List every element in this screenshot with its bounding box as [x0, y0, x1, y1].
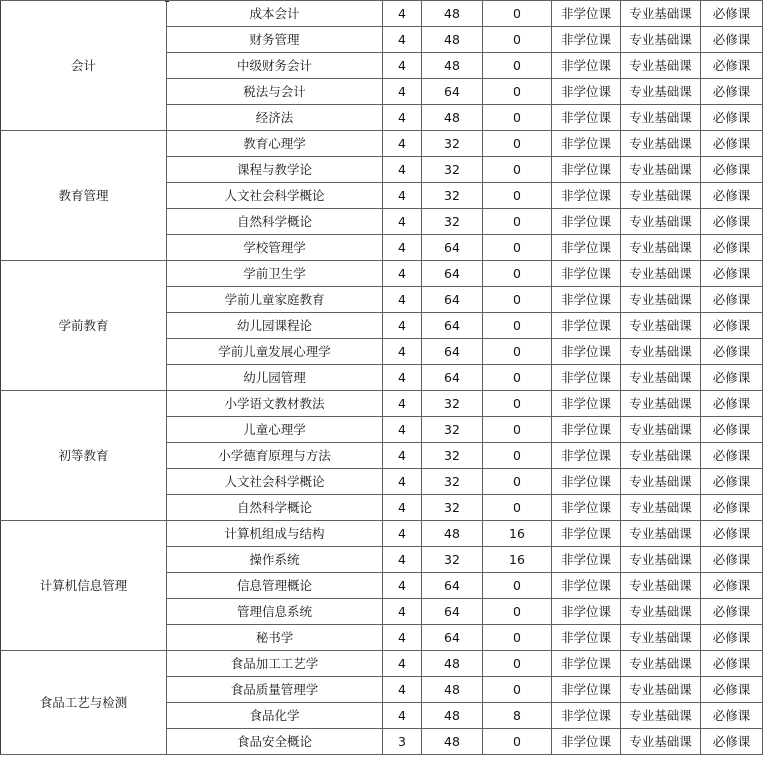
credits-cell[interactable]: 4 [383, 391, 422, 417]
required-type-cell[interactable]: 必修课 [701, 625, 763, 651]
credits-cell[interactable]: 4 [383, 235, 422, 261]
table-row [1, 131, 763, 157]
course-category-cell[interactable]: 专业基础课 [621, 521, 701, 547]
degree-type-cell[interactable]: 非学位课 [552, 183, 621, 209]
course-name-cell[interactable]: 学校管理学 [167, 235, 383, 261]
hours-cell[interactable]: 64 [422, 339, 483, 365]
degree-type-cell[interactable]: 非学位课 [552, 651, 621, 677]
course-category-cell[interactable]: 专业基础课 [621, 339, 701, 365]
credits-cell[interactable]: 4 [383, 495, 422, 521]
degree-type-cell[interactable]: 非学位课 [552, 1, 621, 27]
hours-cell[interactable]: 48 [422, 703, 483, 729]
hours-cell[interactable]: 64 [422, 625, 483, 651]
degree-type-cell[interactable]: 非学位课 [552, 521, 621, 547]
course-name-cell[interactable]: 中级财务会计 [167, 53, 383, 79]
course-category-cell[interactable]: 专业基础课 [621, 547, 701, 573]
hours-cell[interactable]: 32 [422, 157, 483, 183]
credits-cell[interactable]: 4 [383, 625, 422, 651]
major-cell[interactable]: 计算机信息管理 [1, 521, 167, 651]
course-category-cell[interactable]: 专业基础课 [621, 131, 701, 157]
required-type-cell[interactable]: 必修课 [701, 391, 763, 417]
degree-type-cell[interactable]: 非学位课 [552, 261, 621, 287]
practice-hours-cell[interactable]: 0 [483, 131, 552, 157]
practice-hours-cell[interactable]: 8 [483, 703, 552, 729]
practice-hours-cell[interactable]: 16 [483, 547, 552, 573]
hours-cell[interactable]: 32 [422, 209, 483, 235]
course-category-cell[interactable]: 专业基础课 [621, 1, 701, 27]
hours-cell[interactable]: 64 [422, 313, 483, 339]
course-category-cell[interactable]: 专业基础课 [621, 469, 701, 495]
course-category-cell[interactable]: 专业基础课 [621, 625, 701, 651]
practice-hours-cell[interactable]: 0 [483, 79, 552, 105]
credits-cell[interactable]: 4 [383, 209, 422, 235]
course-name-cell[interactable]: 儿童心理学 [167, 417, 383, 443]
hours-cell[interactable]: 32 [422, 547, 483, 573]
course-category-cell[interactable]: 专业基础课 [621, 105, 701, 131]
course-name-cell[interactable]: 教育心理学 [167, 131, 383, 157]
course-category-cell[interactable]: 专业基础课 [621, 235, 701, 261]
hours-cell[interactable]: 64 [422, 287, 483, 313]
required-type-cell[interactable]: 必修课 [701, 79, 763, 105]
hours-cell[interactable]: 48 [422, 105, 483, 131]
practice-hours-cell[interactable]: 0 [483, 365, 552, 391]
table-row [1, 651, 763, 677]
course-name-cell[interactable]: 计算机组成与结构 [167, 521, 383, 547]
table-row [1, 521, 763, 547]
table-row [1, 1, 763, 27]
practice-hours-cell[interactable]: 0 [483, 27, 552, 53]
practice-hours-cell[interactable]: 0 [483, 625, 552, 651]
table-row [1, 391, 763, 417]
degree-type-cell[interactable]: 非学位课 [552, 599, 621, 625]
credits-cell[interactable]: 4 [383, 79, 422, 105]
required-type-cell[interactable]: 必修课 [701, 521, 763, 547]
course-name-cell[interactable]: 自然科学概论 [167, 495, 383, 521]
credits-cell[interactable]: 4 [383, 131, 422, 157]
required-type-cell[interactable]: 必修课 [701, 27, 763, 53]
course-name-cell[interactable]: 课程与教学论 [167, 157, 383, 183]
required-type-cell[interactable]: 必修课 [701, 235, 763, 261]
degree-type-cell[interactable]: 非学位课 [552, 131, 621, 157]
required-type-cell[interactable]: 必修课 [701, 469, 763, 495]
course-category-cell[interactable]: 专业基础课 [621, 417, 701, 443]
credits-cell[interactable]: 4 [383, 261, 422, 287]
practice-hours-cell[interactable]: 0 [483, 313, 552, 339]
degree-type-cell[interactable]: 非学位课 [552, 391, 621, 417]
credits-cell[interactable]: 4 [383, 183, 422, 209]
course-category-cell[interactable]: 专业基础课 [621, 365, 701, 391]
required-type-cell[interactable]: 必修课 [701, 495, 763, 521]
degree-type-cell[interactable]: 非学位课 [552, 625, 621, 651]
course-name-cell[interactable]: 财务管理 [167, 27, 383, 53]
practice-hours-cell[interactable]: 0 [483, 417, 552, 443]
hours-cell[interactable]: 32 [422, 443, 483, 469]
course-category-cell[interactable]: 专业基础课 [621, 209, 701, 235]
hours-cell[interactable]: 64 [422, 365, 483, 391]
credits-cell[interactable]: 4 [383, 339, 422, 365]
practice-hours-cell[interactable]: 0 [483, 1, 552, 27]
credits-cell[interactable]: 4 [383, 287, 422, 313]
degree-type-cell[interactable]: 非学位课 [552, 547, 621, 573]
required-type-cell[interactable]: 必修课 [701, 313, 763, 339]
practice-hours-cell[interactable]: 0 [483, 391, 552, 417]
practice-hours-cell[interactable]: 0 [483, 105, 552, 131]
practice-hours-cell[interactable]: 0 [483, 53, 552, 79]
degree-type-cell[interactable]: 非学位课 [552, 235, 621, 261]
hours-cell[interactable]: 48 [422, 53, 483, 79]
credits-cell[interactable]: 4 [383, 365, 422, 391]
required-type-cell[interactable]: 必修课 [701, 131, 763, 157]
course-name-cell[interactable]: 人文社会科学概论 [167, 183, 383, 209]
course-name-cell[interactable]: 小学语文教材教法 [167, 391, 383, 417]
course-category-cell[interactable]: 专业基础课 [621, 651, 701, 677]
course-category-cell[interactable]: 专业基础课 [621, 183, 701, 209]
degree-type-cell[interactable]: 非学位课 [552, 157, 621, 183]
credits-cell[interactable]: 4 [383, 27, 422, 53]
credits-cell[interactable]: 4 [383, 157, 422, 183]
major-cell[interactable]: 教育管理 [1, 131, 167, 261]
required-type-cell[interactable]: 必修课 [701, 365, 763, 391]
course-category-cell[interactable]: 专业基础课 [621, 287, 701, 313]
degree-type-cell[interactable]: 非学位课 [552, 105, 621, 131]
hours-cell[interactable]: 48 [422, 521, 483, 547]
course-name-cell[interactable]: 信息管理概论 [167, 573, 383, 599]
course-name-cell[interactable]: 食品加工工艺学 [167, 651, 383, 677]
credits-cell[interactable]: 4 [383, 469, 422, 495]
practice-hours-cell[interactable]: 0 [483, 469, 552, 495]
practice-hours-cell[interactable]: 0 [483, 677, 552, 703]
degree-type-cell[interactable]: 非学位课 [552, 703, 621, 729]
course-name-cell[interactable]: 幼儿园课程论 [167, 313, 383, 339]
course-category-cell[interactable]: 专业基础课 [621, 261, 701, 287]
practice-hours-cell[interactable]: 0 [483, 651, 552, 677]
hours-cell[interactable]: 64 [422, 599, 483, 625]
required-type-cell[interactable]: 必修课 [701, 287, 763, 313]
hours-cell[interactable]: 48 [422, 677, 483, 703]
table-body [1, 1, 763, 755]
course-category-cell[interactable]: 专业基础课 [621, 495, 701, 521]
credits-cell[interactable]: 4 [383, 1, 422, 27]
degree-type-cell[interactable]: 非学位课 [552, 677, 621, 703]
course-name-cell[interactable]: 成本会计 [167, 1, 383, 27]
practice-hours-cell[interactable]: 0 [483, 729, 552, 755]
degree-type-cell[interactable]: 非学位课 [552, 287, 621, 313]
degree-type-cell[interactable]: 非学位课 [552, 365, 621, 391]
required-type-cell[interactable]: 必修课 [701, 53, 763, 79]
credits-cell[interactable]: 4 [383, 573, 422, 599]
credits-cell[interactable]: 4 [383, 313, 422, 339]
practice-hours-cell[interactable]: 0 [483, 235, 552, 261]
credits-cell[interactable]: 4 [383, 651, 422, 677]
course-category-cell[interactable]: 专业基础课 [621, 391, 701, 417]
practice-hours-cell[interactable]: 0 [483, 573, 552, 599]
credits-cell[interactable]: 3 [383, 729, 422, 755]
degree-type-cell[interactable]: 非学位课 [552, 53, 621, 79]
required-type-cell[interactable]: 必修课 [701, 183, 763, 209]
course-name-cell[interactable]: 税法与会计 [167, 79, 383, 105]
practice-hours-cell[interactable]: 0 [483, 261, 552, 287]
practice-hours-cell[interactable]: 0 [483, 183, 552, 209]
credits-cell[interactable]: 4 [383, 521, 422, 547]
required-type-cell[interactable]: 必修课 [701, 443, 763, 469]
practice-hours-cell[interactable]: 0 [483, 443, 552, 469]
course-name-cell[interactable]: 经济法 [167, 105, 383, 131]
credits-cell[interactable]: 4 [383, 547, 422, 573]
credits-cell[interactable]: 4 [383, 443, 422, 469]
degree-type-cell[interactable]: 非学位课 [552, 443, 621, 469]
practice-hours-cell[interactable]: 0 [483, 209, 552, 235]
course-name-cell[interactable]: 小学德育原理与方法 [167, 443, 383, 469]
course-category-cell[interactable]: 专业基础课 [621, 677, 701, 703]
required-type-cell[interactable]: 必修课 [701, 729, 763, 755]
credits-cell[interactable]: 4 [383, 105, 422, 131]
degree-type-cell[interactable]: 非学位课 [552, 417, 621, 443]
course-category-cell[interactable]: 专业基础课 [621, 599, 701, 625]
course-category-cell[interactable]: 专业基础课 [621, 573, 701, 599]
credits-cell[interactable]: 4 [383, 53, 422, 79]
required-type-cell[interactable]: 必修课 [701, 1, 763, 27]
major-cell[interactable]: 学前教育 [1, 261, 167, 391]
required-type-cell[interactable]: 必修课 [701, 677, 763, 703]
hours-cell[interactable]: 64 [422, 573, 483, 599]
hours-cell[interactable]: 48 [422, 27, 483, 53]
course-name-cell[interactable]: 食品化学 [167, 703, 383, 729]
practice-hours-cell[interactable]: 0 [483, 157, 552, 183]
course-name-cell[interactable]: 管理信息系统 [167, 599, 383, 625]
required-type-cell[interactable]: 必修课 [701, 157, 763, 183]
required-type-cell[interactable]: 必修课 [701, 339, 763, 365]
practice-hours-cell[interactable]: 0 [483, 339, 552, 365]
major-cell[interactable]: 食品工艺与检测 [1, 651, 167, 755]
degree-type-cell[interactable]: 非学位课 [552, 209, 621, 235]
degree-type-cell[interactable]: 非学位课 [552, 469, 621, 495]
course-name-cell[interactable]: 学前儿童家庭教育 [167, 287, 383, 313]
hours-cell[interactable]: 32 [422, 183, 483, 209]
required-type-cell[interactable]: 必修课 [701, 547, 763, 573]
required-type-cell[interactable]: 必修课 [701, 209, 763, 235]
required-type-cell[interactable]: 必修课 [701, 417, 763, 443]
hours-cell[interactable]: 32 [422, 417, 483, 443]
course-category-cell[interactable]: 专业基础课 [621, 443, 701, 469]
credits-cell[interactable]: 4 [383, 599, 422, 625]
hours-cell[interactable]: 48 [422, 651, 483, 677]
credits-cell[interactable]: 4 [383, 703, 422, 729]
degree-type-cell[interactable]: 非学位课 [552, 27, 621, 53]
table-row [1, 261, 763, 287]
degree-type-cell[interactable]: 非学位课 [552, 313, 621, 339]
course-category-cell[interactable]: 专业基础课 [621, 729, 701, 755]
required-type-cell[interactable]: 必修课 [701, 573, 763, 599]
course-category-cell[interactable]: 专业基础课 [621, 79, 701, 105]
major-cell[interactable]: 初等教育 [1, 391, 167, 521]
degree-type-cell[interactable]: 非学位课 [552, 339, 621, 365]
hours-cell[interactable]: 32 [422, 131, 483, 157]
course-name-cell[interactable]: 秘书学 [167, 625, 383, 651]
credits-cell[interactable]: 4 [383, 417, 422, 443]
practice-hours-cell[interactable]: 16 [483, 521, 552, 547]
practice-hours-cell[interactable]: 0 [483, 599, 552, 625]
required-type-cell[interactable]: 必修课 [701, 599, 763, 625]
required-type-cell[interactable]: 必修课 [701, 651, 763, 677]
hours-cell[interactable]: 32 [422, 495, 483, 521]
course-category-cell[interactable]: 专业基础课 [621, 313, 701, 339]
course-name-cell[interactable]: 食品质量管理学 [167, 677, 383, 703]
course-name-cell[interactable]: 学前儿童发展心理学 [167, 339, 383, 365]
degree-type-cell[interactable]: 非学位课 [552, 573, 621, 599]
hours-cell[interactable]: 64 [422, 79, 483, 105]
course-category-cell[interactable]: 专业基础课 [621, 157, 701, 183]
practice-hours-cell[interactable]: 0 [483, 287, 552, 313]
course-name-cell[interactable]: 幼儿园管理 [167, 365, 383, 391]
major-cell[interactable]: 会计 [1, 1, 167, 131]
degree-type-cell[interactable]: 非学位课 [552, 729, 621, 755]
course-category-cell[interactable]: 专业基础课 [621, 703, 701, 729]
hours-cell[interactable]: 32 [422, 391, 483, 417]
course-name-cell[interactable]: 操作系统 [167, 547, 383, 573]
hours-cell[interactable]: 48 [422, 729, 483, 755]
course-category-cell[interactable]: 专业基础课 [621, 27, 701, 53]
required-type-cell[interactable]: 必修课 [701, 703, 763, 729]
degree-type-cell[interactable]: 非学位课 [552, 495, 621, 521]
hours-cell[interactable]: 48 [422, 1, 483, 27]
required-type-cell[interactable]: 必修课 [701, 105, 763, 131]
hours-cell[interactable]: 32 [422, 469, 483, 495]
practice-hours-cell[interactable]: 0 [483, 495, 552, 521]
required-type-cell[interactable]: 必修课 [701, 261, 763, 287]
credits-cell[interactable]: 4 [383, 677, 422, 703]
course-name-cell[interactable]: 人文社会科学概论 [167, 469, 383, 495]
course-name-cell[interactable]: 自然科学概论 [167, 209, 383, 235]
hours-cell[interactable]: 64 [422, 235, 483, 261]
course-category-cell[interactable]: 专业基础课 [621, 53, 701, 79]
hours-cell[interactable]: 64 [422, 261, 483, 287]
course-name-cell[interactable]: 食品安全概论 [167, 729, 383, 755]
degree-type-cell[interactable]: 非学位课 [552, 79, 621, 105]
course-name-cell[interactable]: 学前卫生学 [167, 261, 383, 287]
